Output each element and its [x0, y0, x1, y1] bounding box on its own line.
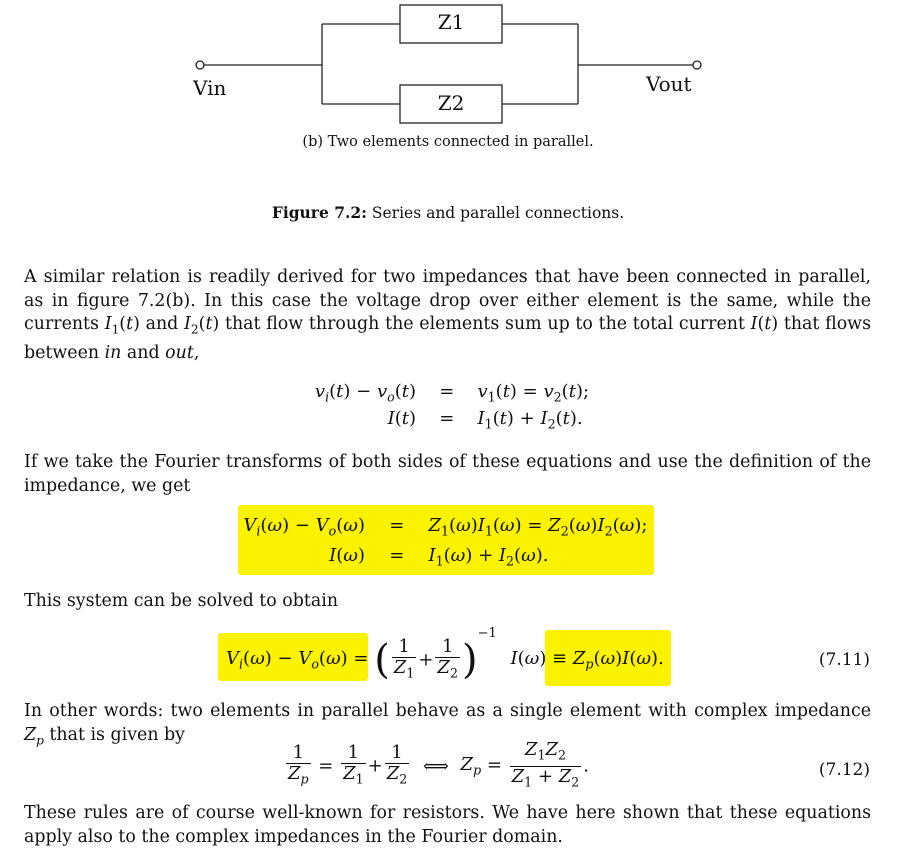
- paragraph-fourier: If we take the Fourier transforms of both sides of these equations and use the definition of the impedance, we get: [24, 452, 871, 496]
- equation-number-7-12: (7.12): [818, 760, 870, 780]
- equation-7-11: $V_i(\omega) - V_o(\omega)$ = ( $\frac{1}{Z_1}$ + $\frac{1}{Z_2}$ )$^{-1}$ $I(\omega) \equiv Z_p(\omega)I(\omega)$.: [226, 626, 664, 683]
- vout-terminal: [693, 61, 701, 69]
- equation-frequency-domain-1: $V_i(\omega) - V_o(\omega) = Z_1(\omega)I_1(\omega) = Z_2(\omega)I_2(\omega)$;: [243, 515, 648, 539]
- equation-time-domain-1: $v_i(t) - v_o(t) = v_1(t) = v_2(t)$;: [314, 381, 590, 405]
- vin-terminal: [196, 61, 204, 69]
- vin-label: Vin: [193, 76, 227, 100]
- figure-caption-label: Figure 7.2:: [271, 203, 367, 222]
- figure-caption-text: Series and parallel connections.: [371, 204, 625, 222]
- subfigure-caption: (b) Two elements connected in parallel.: [302, 134, 594, 150]
- paragraph-conclusion: These rules are of course well-known for resistors. We have here shown that these equations apply also to the complex impedances in the Fourier domain.: [24, 803, 871, 847]
- paragraph-solve: This system can be solved to obtain: [24, 591, 339, 611]
- z1-label: Z1: [437, 10, 465, 34]
- vout-label: Vout: [646, 72, 692, 96]
- equation-number-7-11: (7.11): [818, 650, 870, 670]
- paragraph-single-element: In other words: two elements in parallel behave as a single element with complex impedance $Z_p$ that is given by: [24, 701, 871, 747]
- equation-7-12: $\frac{1}{Z_p}$ = $\frac{1}{Z_1}$ + $\frac{1}{Z_2}$ ⟺ $Z_p$ = $\frac{Z_1Z_2}{Z_1 + Z_2}$ .: [288, 739, 589, 790]
- z2-label: Z2: [437, 91, 465, 115]
- equation-time-domain-2: $I(t) = I_1(t) + I_2(t)$.: [387, 408, 583, 432]
- equation-frequency-domain-2: $I(\omega) = I_1(\omega) + I_2(\omega)$.: [329, 545, 549, 569]
- figure-caption: [0, 203, 896, 222]
- paragraph-parallel-relation: A similar relation is readily derived for two impedances that have been connected in parallel, as in figure 7.2(b). In this case the voltage drop over either element is the same, while the currents $I_1(t)$ and $I_2(t)$ that flow through the elements sum up to the total current I(t) that flows between in and out,: [24, 267, 871, 363]
